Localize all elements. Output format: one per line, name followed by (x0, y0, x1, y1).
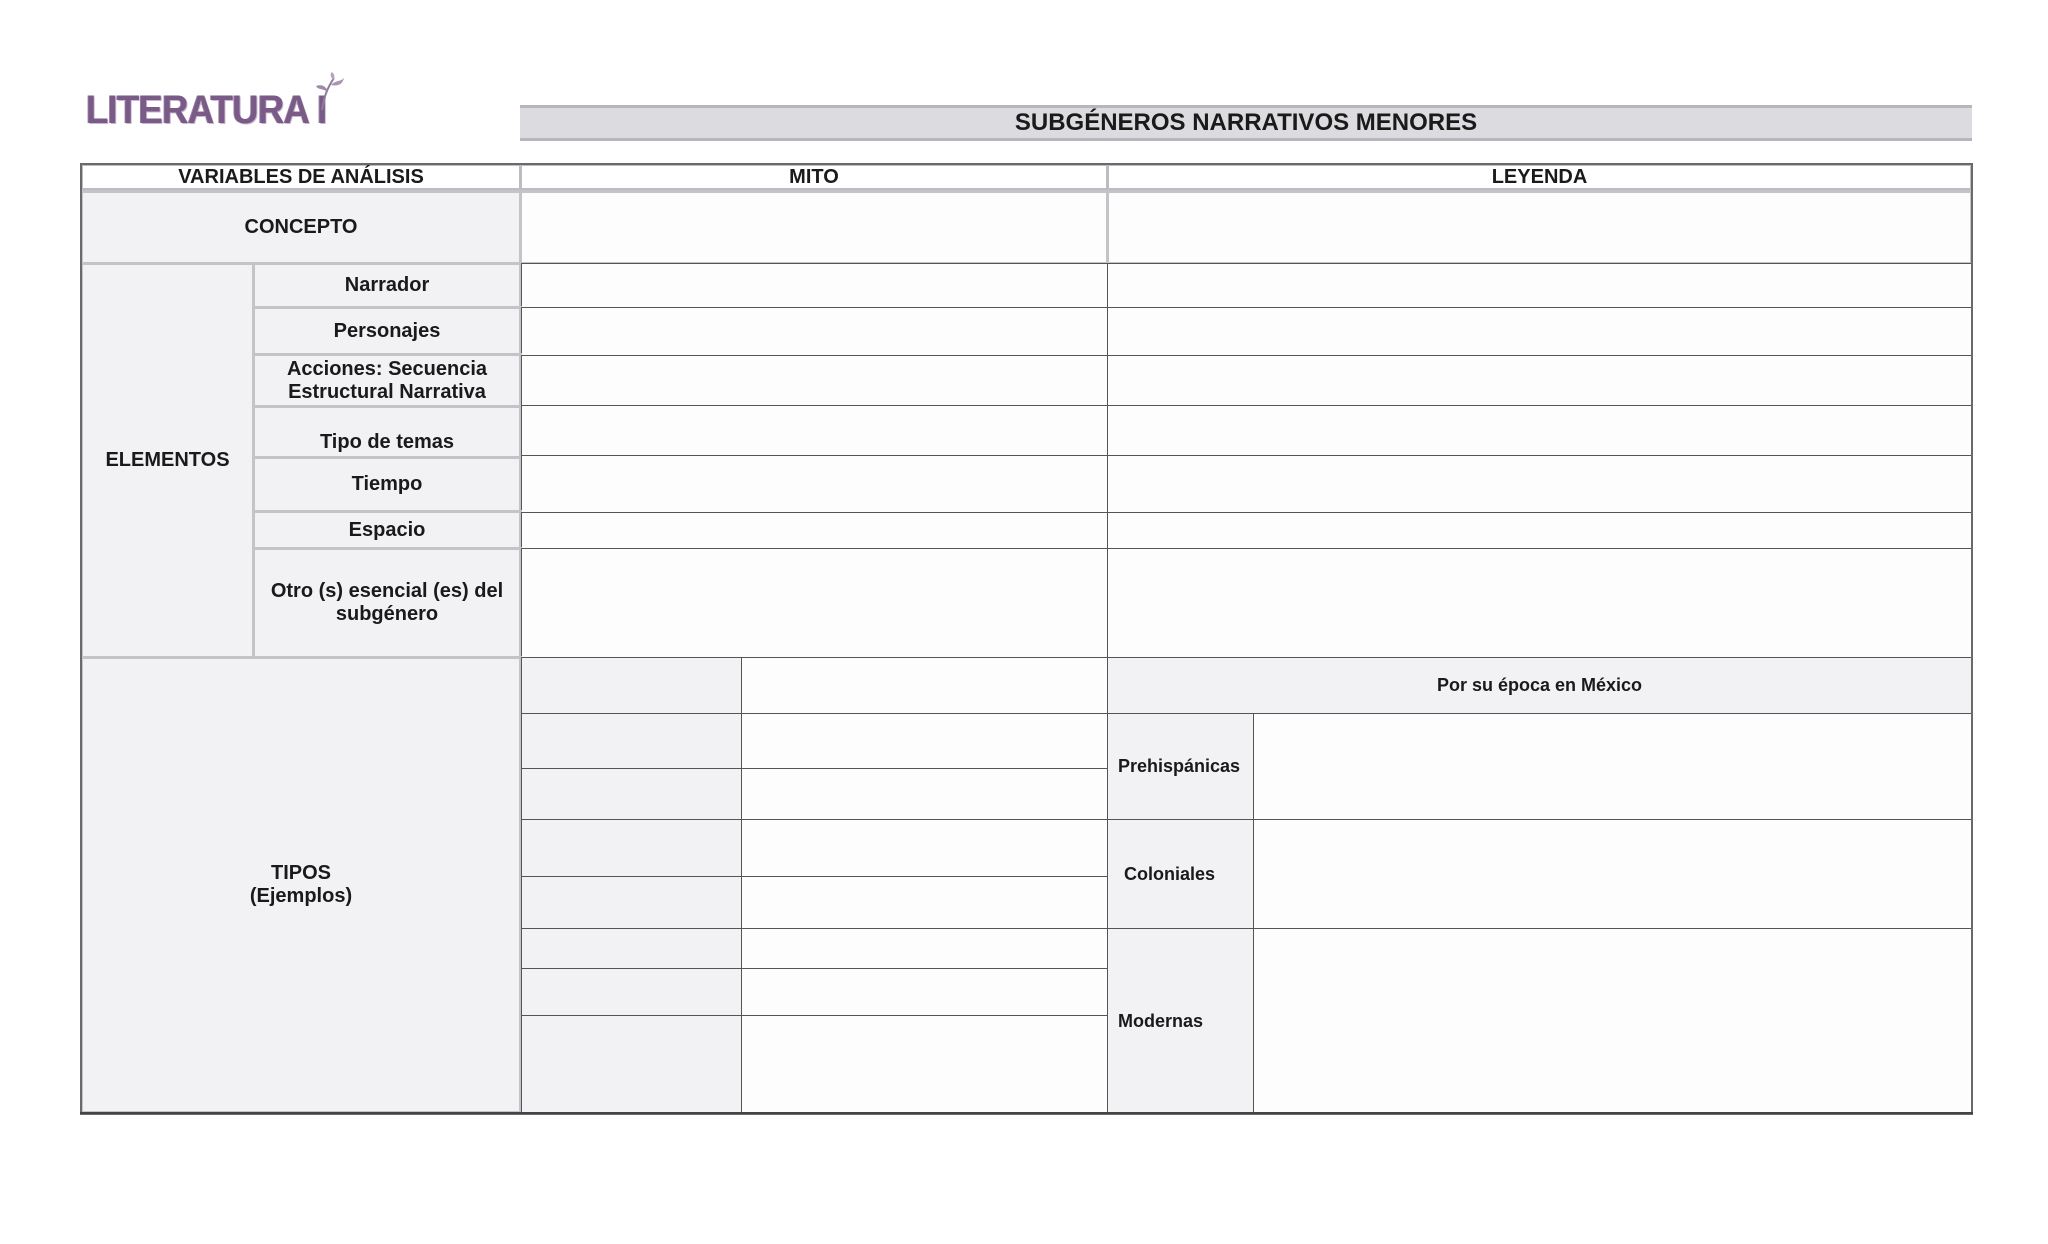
leyenda-coloniales-label: Coloniales (1107, 819, 1253, 928)
elemento-otro-esencial: Otro (s) esencial (es) del subgénero (252, 547, 522, 659)
acciones-leyenda-cell[interactable] (1107, 355, 1971, 405)
mito-tipo-name-cell[interactable] (521, 876, 741, 928)
header-leyenda: LEYENDA (1106, 163, 1973, 191)
narrador-mito-cell[interactable] (521, 263, 1107, 307)
row-label-tipos (80, 656, 522, 1114)
header-mito: MITO (519, 163, 1109, 191)
mito-tipo-example-cell[interactable] (741, 713, 1107, 768)
mito-tipo-name-cell[interactable] (521, 968, 741, 1015)
tiempo-leyenda-cell[interactable] (1107, 455, 1971, 512)
concepto-mito-cell[interactable] (519, 190, 1109, 265)
narrador-leyenda-cell[interactable] (1107, 263, 1971, 307)
table-bottom-rule (80, 1112, 1973, 1114)
row-label-concepto: CONCEPTO (80, 190, 522, 265)
elemento-narrador: Narrador (252, 262, 522, 309)
tipos-sublabel: (Ejemplos) (249, 885, 353, 907)
mito-tipo-example-cell[interactable] (741, 1015, 1107, 1113)
mito-tipo-name-cell[interactable] (521, 819, 741, 876)
leyenda-modernas-label: Modernas (1107, 928, 1253, 1113)
mito-tipo-example-cell[interactable] (741, 928, 1107, 968)
mito-tipo-example-cell[interactable] (741, 968, 1107, 1015)
tiempo-mito-cell[interactable] (521, 455, 1107, 512)
elemento-tipo-de-temas: Tipo de temas (252, 405, 522, 459)
temas-mito-cell[interactable] (521, 405, 1107, 455)
espacio-leyenda-cell[interactable] (1107, 512, 1971, 548)
modernas-cell[interactable] (1253, 928, 1971, 1113)
row-label-elementos: ELEMENTOS (80, 262, 255, 659)
temas-leyenda-cell[interactable] (1107, 405, 1971, 455)
logo-text: LITERATURA I (86, 88, 327, 132)
page-title: SUBGÉNEROS NARRATIVOS MENORES (520, 105, 1972, 141)
leyenda-epoca-header: Por su época en México (1107, 657, 1971, 713)
header-variables: VARIABLES DE ANÁLISIS (80, 163, 522, 191)
mito-tipo-name-cell[interactable] (521, 768, 741, 819)
mito-tipo-example-cell[interactable] (741, 657, 1107, 713)
leyenda-prehispanicas-label: Prehispánicas (1107, 713, 1253, 819)
mito-tipo-example-cell[interactable] (741, 876, 1107, 928)
elemento-acciones: Acciones: Secuencia Estructural Narrativa (252, 353, 522, 408)
concepto-leyenda-cell[interactable] (1106, 190, 1973, 265)
espacio-mito-cell[interactable] (521, 512, 1107, 548)
elemento-tiempo: Tiempo (252, 456, 522, 513)
mito-tipo-example-cell[interactable] (741, 819, 1107, 876)
personajes-leyenda-cell[interactable] (1107, 307, 1971, 355)
otro-mito-cell[interactable] (521, 548, 1107, 657)
elemento-personajes: Personajes (252, 306, 522, 356)
mito-tipo-name-cell[interactable] (521, 713, 741, 768)
prehispanicas-cell[interactable] (1253, 713, 1971, 819)
otro-leyenda-cell[interactable] (1107, 548, 1971, 657)
tipos-label: TIPOS (270, 862, 331, 884)
coloniales-cell[interactable] (1253, 819, 1971, 928)
mito-tipo-name-cell[interactable] (521, 928, 741, 968)
mito-tipo-example-cell[interactable] (741, 768, 1107, 819)
mito-tipo-name-cell[interactable] (521, 1015, 741, 1113)
personajes-mito-cell[interactable] (521, 307, 1107, 355)
acciones-mito-cell[interactable] (521, 355, 1107, 405)
mito-tipo-name-cell[interactable] (521, 657, 741, 713)
elemento-espacio: Espacio (252, 510, 522, 550)
